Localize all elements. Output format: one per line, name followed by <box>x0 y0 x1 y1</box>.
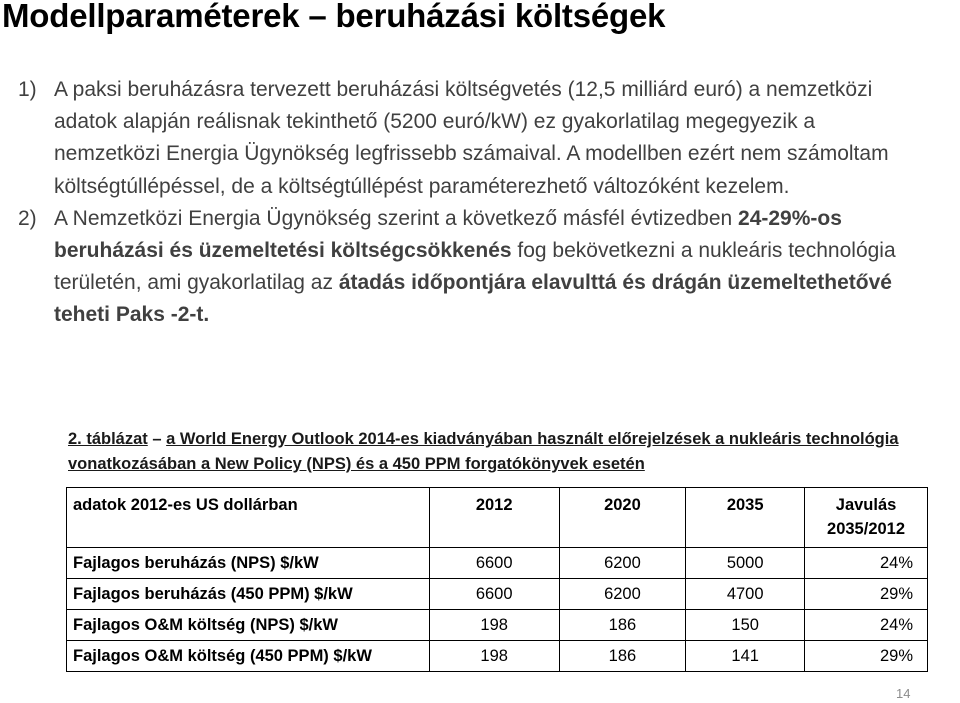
row-label: Fajlagos O&M költség (450 PPM) $/kW <box>67 641 430 672</box>
table-header-row <box>67 488 928 548</box>
table-row <box>67 610 928 641</box>
table-row <box>67 641 928 672</box>
cell-2035: 5000 <box>686 548 805 579</box>
row-label: Fajlagos beruházás (NPS) $/kW <box>67 548 430 579</box>
list-item <box>18 74 918 203</box>
list-text <box>54 203 918 332</box>
cell-change: 24% <box>805 610 928 641</box>
column-header: 2020 <box>559 488 686 548</box>
cell-2035: 4700 <box>686 579 805 610</box>
cell-change: 29% <box>805 579 928 610</box>
bold-text-run: átadás időpontjára elavulttá és drágán üzemeltethetővé teheti Paks -2-t. <box>54 271 892 327</box>
list-number: 1) <box>18 78 37 101</box>
cell-2035: 141 <box>686 641 805 672</box>
cell-2020: 186 <box>559 610 686 641</box>
list-item <box>18 203 918 332</box>
column-header: Javulás 2035/2012 <box>805 488 928 548</box>
cell-2020: 6200 <box>559 579 686 610</box>
cell-2012: 6600 <box>429 579 559 610</box>
cell-2012: 198 <box>429 641 559 672</box>
table-row <box>67 548 928 579</box>
column-header: 2035 <box>686 488 805 548</box>
list-text: A paksi beruházásra tervezett beruházási költségvetés (12,5 milliárd euró) a nemzetközi adatok alapján reálisnak tekinthető (5200 euró/kW) ez gyakorlatilag megegyezik a nemzetközi Energia Ügynökség legfrissebb számaival. A modellben ezért nem számoltam költségtúllépéssel, de a költségtúllépést paraméterezhető változóként kezelem. <box>54 78 889 198</box>
slide-title: Modellparaméterek – beruházási költségek <box>2 0 666 34</box>
text-run: fog bekövetkezni a nukleáris technológia területén, ami gyakorlatilag az <box>54 239 896 295</box>
caption-dash: – <box>147 430 167 448</box>
cell-2035: 150 <box>686 610 805 641</box>
text-run: A Nemzetközi Energia Ügynökség szerint a következő másfél évtizedben <box>54 206 739 230</box>
row-label: Fajlagos beruházás (450 PPM) $/kW <box>67 579 430 610</box>
table-caption <box>68 427 928 477</box>
cell-2020: 6200 <box>559 548 686 579</box>
cell-2012: 6600 <box>429 548 559 579</box>
row-label: Fajlagos O&M költség (NPS) $/kW <box>67 610 430 641</box>
cell-change: 24% <box>805 548 928 579</box>
caption-label: 2. táblázat <box>68 430 148 448</box>
bold-text-run: 24-29%-os beruházási és üzemeltetési költségcsökkenés <box>54 206 842 263</box>
cell-2012: 198 <box>429 610 559 641</box>
cell-change: 29% <box>805 641 928 672</box>
column-header: adatok 2012-es US dollárban <box>67 488 430 548</box>
data-table <box>66 487 928 672</box>
list-number: 2) <box>18 206 37 230</box>
table-row <box>67 579 928 610</box>
bullet-list <box>18 74 918 332</box>
page-number: 14 <box>896 686 911 701</box>
column-header: 2012 <box>429 488 559 548</box>
cell-2020: 186 <box>559 641 686 672</box>
caption-text: a World Energy Outlook 2014-es kiadványában használt előrejelzések a nukleáris technológia vonatkozásában a New Policy (NPS) és a 450 PPM forgatókönyvek esetén <box>68 430 899 473</box>
